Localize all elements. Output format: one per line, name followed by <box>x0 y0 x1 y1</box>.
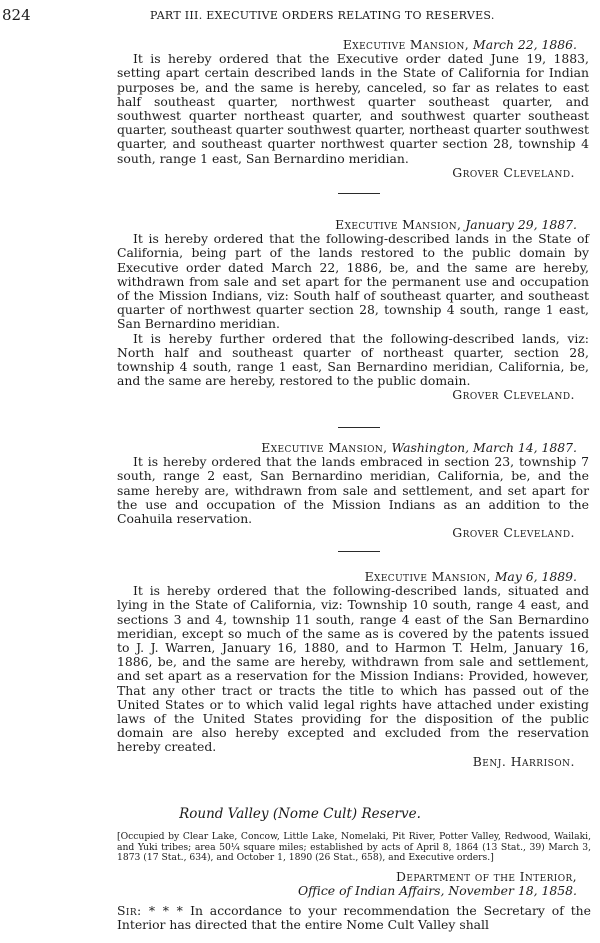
salutation: Sir: * * * <box>117 903 184 918</box>
section-divider <box>338 193 380 194</box>
dateline-place: Executive Mansion, <box>261 440 388 455</box>
department-line: Department of the Interior, <box>396 869 577 884</box>
dateline-place: Executive Mansion, <box>364 569 491 584</box>
dateline-place: Executive Mansion, <box>342 37 470 52</box>
order-paragraph: It is hereby ordered that the following-described lands, situated and lying in the State of California, viz: Township 10 south, range 4 east, and sections 3 and 4, township 11 south, range 4 east of the San Bernardino meridian, except so much of the same as is covered by the patents issued to J. J. Warren, January 16, 1880, and to Harmon T. Helm, January 16, 1886, be, and the same are hereby, withdrawn from sale and settlement, and set apart as a reservation for the Mission Indians: Provided, however, That any other tract or tracts the title to which has passed out of the United States or to which valid legal rights have attached under existing laws of the United States providing for the disposition of the public domain are also hereby excepted and excluded from the reservation hereby created. <box>117 583 589 755</box>
order-dateline <box>117 38 589 52</box>
running-head <box>0 6 600 24</box>
section-divider <box>338 551 380 552</box>
reserve-note: [Occupied by Clear Lake, Concow, Little Lake, Nomelaki, Pit River, Potter Valley, Redwood, Wailaki, and Yuki tribes; area 50¼ square miles; established by acts of April 8, 1864 (13 Stat., 39) March 3, 1873 (17 Stat., 634), and October 1, 1890 (26 Stat., 658), and Executive orders.] <box>117 831 591 864</box>
executive-order-3 <box>117 441 589 540</box>
order-paragraph: It is hereby ordered that the following-described lands in the State of California, being part of the lands restored to the public domain by Executive order dated March 22, 1886, be, and the same are hereby, withdrawn from sale and set apart for the permanent use and occupation of the Mission Indians, viz: South half of southeast quarter, and southeast quarter of northwest quarter section 28, township 4 south, range 1 east, San Bernardino meridian. <box>117 231 589 332</box>
order-paragraph: It is hereby ordered that the Executive order dated June 19, 1883, setting apart certain described lands in the State of California for Indian purposes be, and the same is hereby, canceled, so far as relates to east half southeast quarter, northwest quarter southeast quarter, and southwest quarter northeast quarter, and southwest quarter southeast quarter, southeast quarter southwest quarter, northeast quarter southwest quarter, and southeast quarter northwest quarter section 28, township 4 south, range 1 east, San Bernardino meridian. <box>117 51 589 166</box>
letter-heading <box>117 870 589 898</box>
executive-order-2 <box>117 218 589 403</box>
office-date-line: Office of Indian Affairs, November 18, 1858. <box>297 883 577 899</box>
section-divider <box>338 427 380 428</box>
executive-order-1 <box>117 38 589 180</box>
page-number: 824 <box>2 6 31 24</box>
letter-text: In accordance to your recommendation the Secretary of the Interior has directed that the entire Nome Cult Valley shall <box>117 903 591 933</box>
order-signature: Benj. Harrison. <box>472 753 575 769</box>
letter-body <box>117 904 591 932</box>
reserve-title: Round Valley (Nome Cult) Reserve. <box>179 806 421 822</box>
order-paragraph: It is hereby further ordered that the following-described lands, viz: North half and southeast quarter of northeast quarter, section 28, township 4 south, range 1 east, San Bernardino meridian, California, be, and the same are hereby, restored to the public domain. <box>117 330 589 389</box>
executive-order-4 <box>117 570 589 769</box>
order-dateline <box>117 570 589 584</box>
running-head-title: PART III. EXECUTIVE ORDERS RELATING TO RESERVES. <box>150 9 495 22</box>
dateline-place: Executive Mansion, <box>335 217 462 232</box>
order-paragraph: It is hereby ordered that the lands embraced in section 23, township 7 south, range 2 east, San Bernardino meridian, California, be, and the same hereby are, withdrawn from sale and settlement, and set apart for the use and occupation of the Mission Indians as an addition to the Coahuila reservation. <box>117 454 589 527</box>
dateline-date: May 6, 1889. <box>494 569 577 584</box>
order-dateline <box>117 441 589 455</box>
order-signature: Grover Cleveland. <box>452 525 575 541</box>
order-signature: Grover Cleveland. <box>452 387 575 403</box>
dateline-date: Washington, March 14, 1887. <box>391 440 577 455</box>
dateline-date: January 29, 1887. <box>465 217 577 232</box>
order-dateline <box>117 218 589 232</box>
dateline-date: March 22, 1886. <box>473 37 577 52</box>
order-signature: Grover Cleveland. <box>452 164 575 180</box>
